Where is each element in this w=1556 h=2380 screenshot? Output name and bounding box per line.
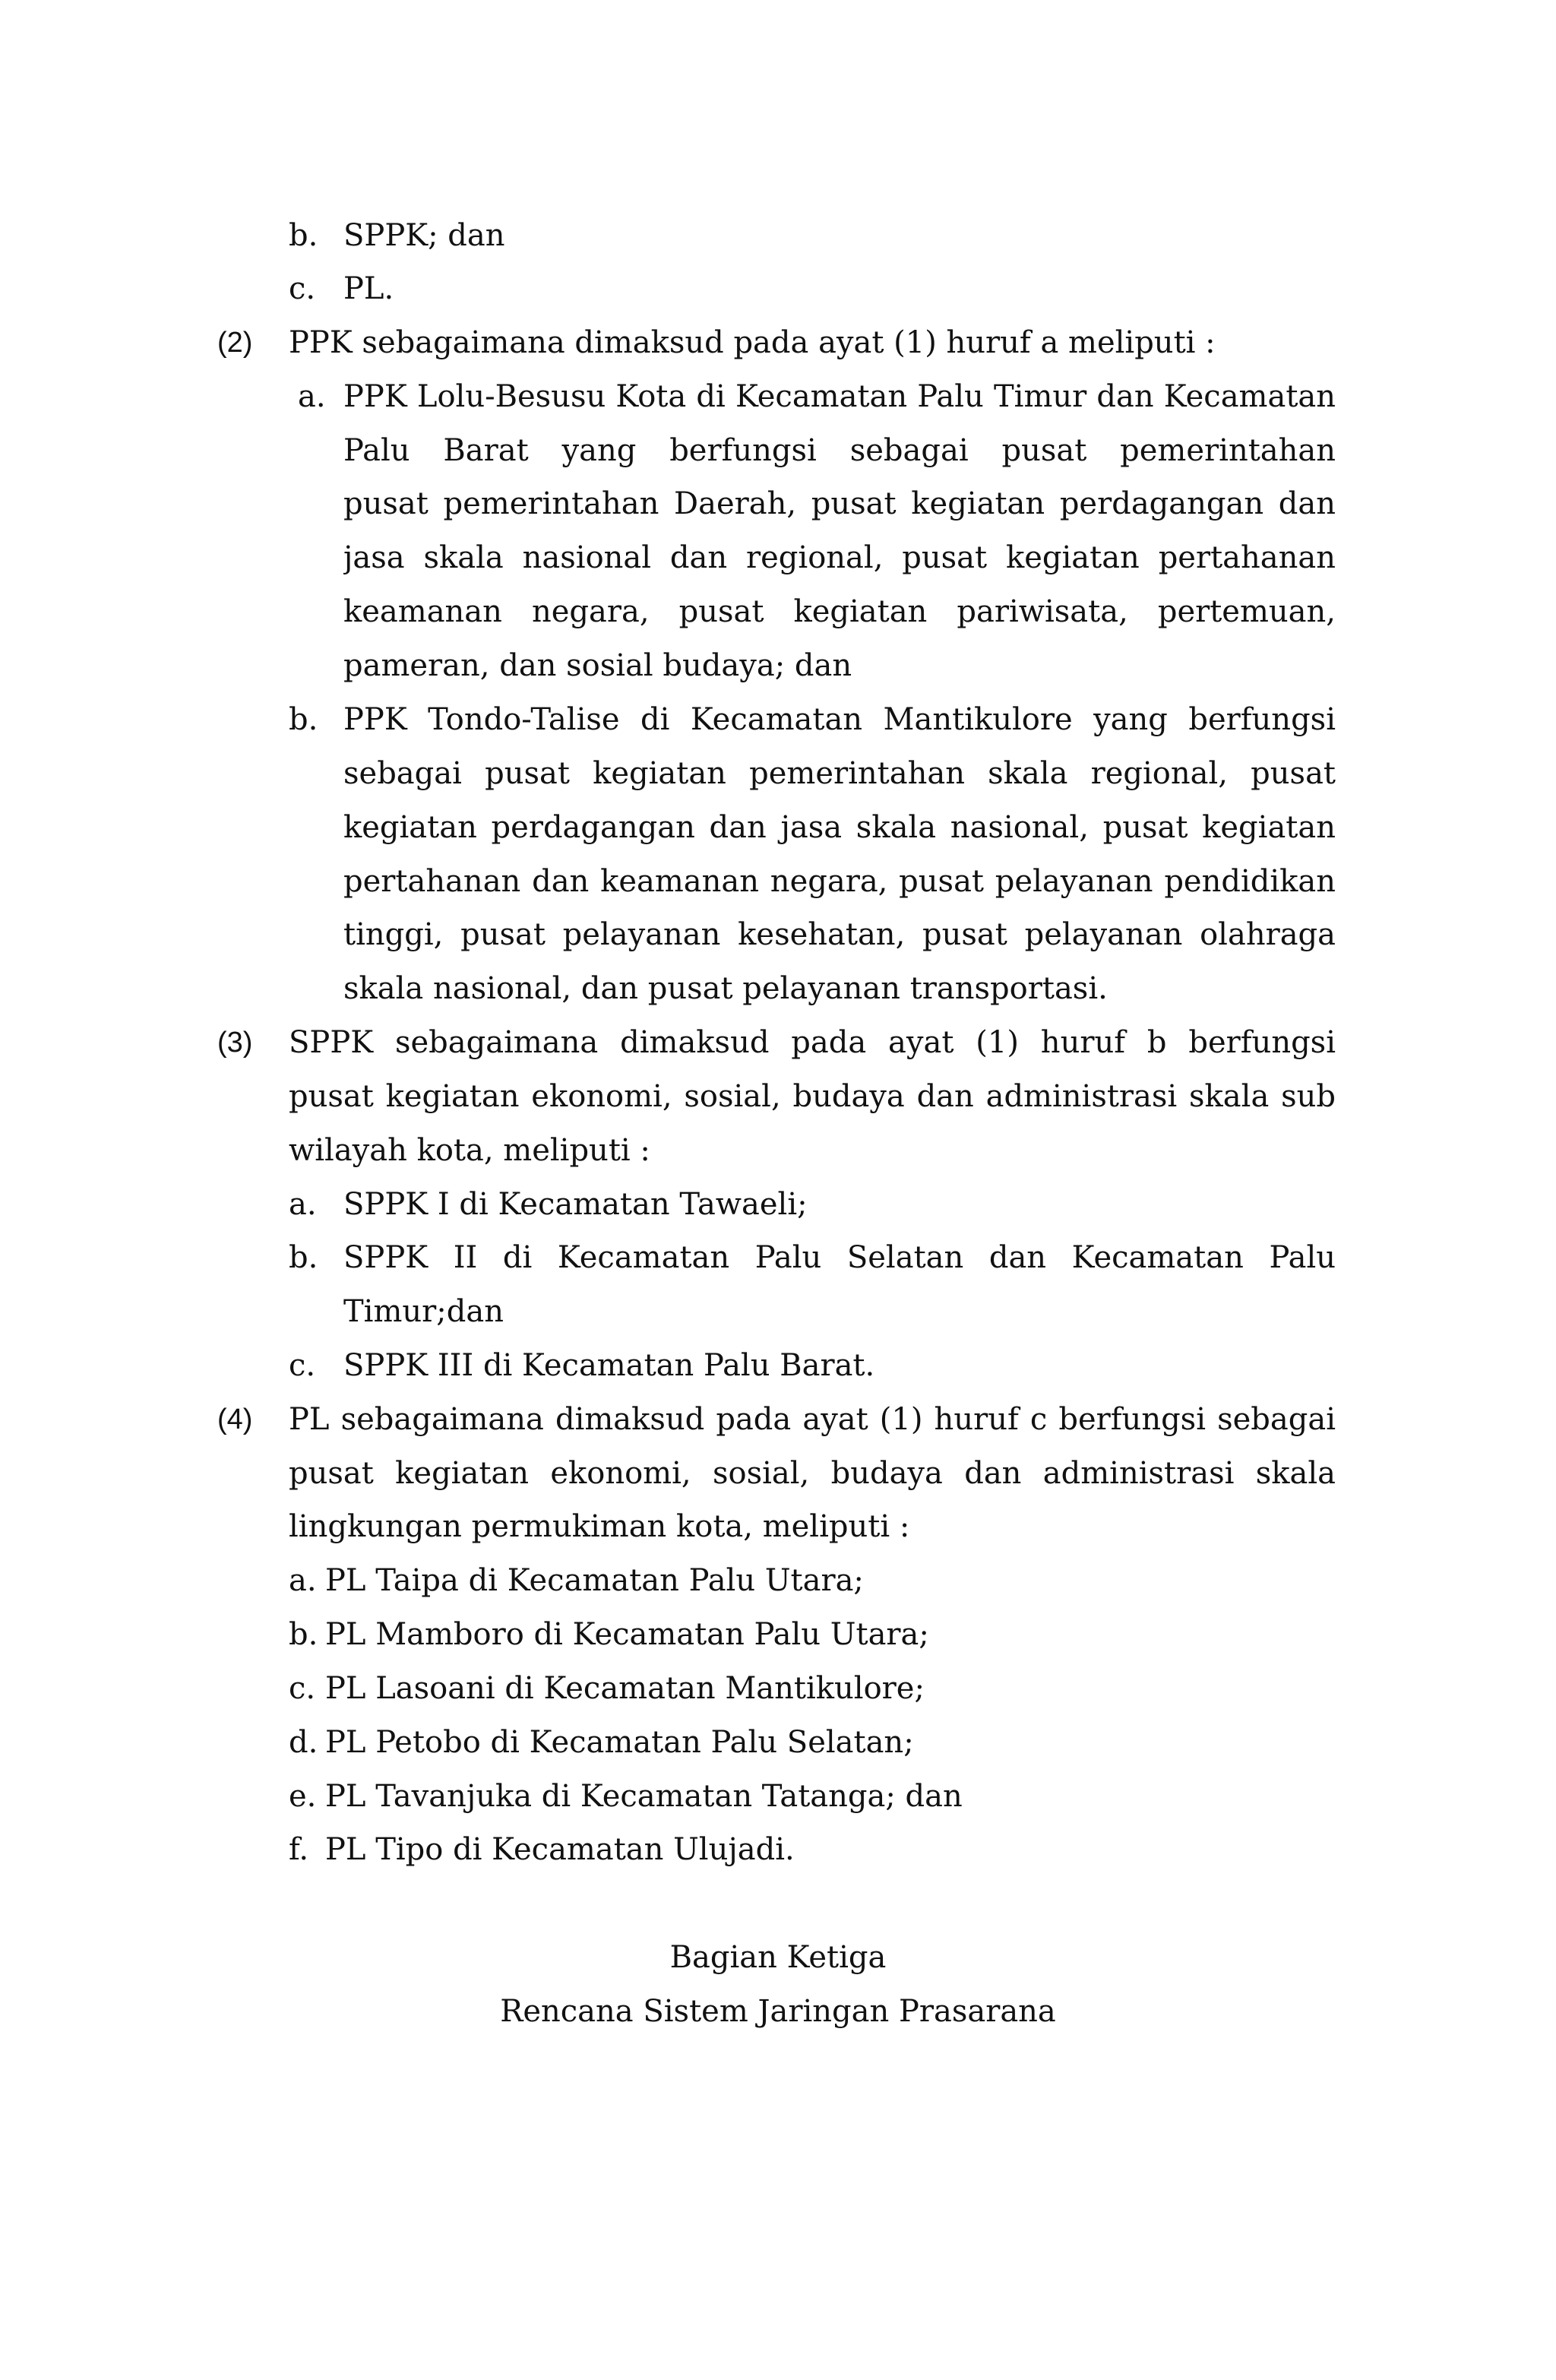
list-marker: a. — [298, 379, 326, 414]
paragraph-line: skala nasional, dan pusat pelayanan transportasi. — [343, 971, 1108, 1006]
list-item-text: SPPK III di Kecamatan Palu Barat. — [343, 1348, 875, 1383]
list-marker: a. — [289, 1187, 317, 1222]
paragraph-line: lingkungan permukiman kota, meliputi : — [289, 1509, 910, 1544]
list-marker: f. — [289, 1832, 309, 1867]
paragraph-intro: PPK sebagaimana dimaksud pada ayat (1) huruf a meliputi : — [289, 325, 1216, 360]
list-item-text: SPPK; dan — [343, 218, 505, 253]
paragraph-line: sebagai pusat kegiatan pemerintahan skala regional, pusat — [343, 756, 1336, 791]
list-marker: d. — [289, 1725, 318, 1760]
paragraph-line: wilayah kota, meliputi : — [289, 1133, 650, 1168]
list-item-text: PL Tipo di Kecamatan Ulujadi. — [325, 1832, 795, 1867]
paragraph-line: pusat kegiatan ekonomi, sosial, budaya dan administrasi skala — [289, 1456, 1336, 1491]
list-item-text: PL Petobo di Kecamatan Palu Selatan; — [325, 1725, 914, 1760]
list-marker: b. — [289, 218, 318, 253]
paragraph-line: kegiatan perdagangan dan jasa skala nasional, pusat kegiatan — [343, 810, 1336, 845]
list-item-text: PL Lasoani di Kecamatan Mantikulore; — [325, 1671, 925, 1706]
list-marker: c. — [289, 271, 316, 306]
section-title: Rencana Sistem Jaringan Prasarana — [500, 1994, 1056, 2029]
paragraph-line: PL sebagaimana dimaksud pada ayat (1) huruf c berfungsi sebagai — [289, 1402, 1336, 1437]
list-marker: c. — [289, 1348, 316, 1383]
list-marker: c. — [289, 1671, 316, 1706]
paragraph-line: Timur;dan — [343, 1294, 504, 1329]
paragraph-line: pusat kegiatan ekonomi, sosial, budaya dan administrasi skala sub — [289, 1079, 1336, 1114]
paragraph-line: keamanan negara, pusat kegiatan pariwisata, pertemuan, — [343, 594, 1336, 629]
list-marker: e. — [289, 1779, 317, 1814]
paragraph-line: pertahanan dan keamanan negara, pusat pelayanan pendidikan — [343, 864, 1336, 899]
section-heading: Bagian Ketiga — [669, 1940, 887, 1975]
paragraph-line: PPK Tondo-Talise di Kecamatan Mantikulore yang berfungsi — [343, 702, 1336, 737]
paragraph-line: SPPK II di Kecamatan Palu Selatan dan Kecamatan Palu — [343, 1240, 1336, 1275]
paragraph-number: (3) — [217, 1027, 253, 1059]
paragraph-line: Palu Barat yang berfungsi sebagai pusat pemerintahan — [343, 433, 1336, 468]
paragraph-line: tinggi, pusat pelayanan kesehatan, pusat pelayanan olahraga — [343, 917, 1336, 952]
list-item-text: PL Tavanjuka di Kecamatan Tatanga; dan — [325, 1779, 963, 1814]
paragraph-line: SPPK sebagaimana dimaksud pada ayat (1) huruf b berfungsi — [289, 1025, 1336, 1060]
list-item-text: SPPK I di Kecamatan Tawaeli; — [343, 1187, 808, 1222]
paragraph-line: pameran, dan sosial budaya; dan — [343, 648, 852, 683]
paragraph-number: (2) — [217, 327, 253, 359]
list-marker: b. — [289, 1617, 318, 1652]
paragraph-line: jasa skala nasional dan regional, pusat kegiatan pertahanan — [343, 540, 1336, 575]
list-item-text: PL Mamboro di Kecamatan Palu Utara; — [325, 1617, 929, 1652]
list-item-text: PL Taipa di Kecamatan Palu Utara; — [325, 1563, 864, 1598]
list-marker: b. — [289, 1240, 318, 1275]
list-marker: b. — [289, 702, 318, 737]
paragraph-line: pusat pemerintahan Daerah, pusat kegiatan perdagangan dan — [343, 486, 1336, 521]
paragraph-line: PPK Lolu-Besusu Kota di Kecamatan Palu Timur dan Kecamatan — [343, 379, 1336, 414]
list-item-text: PL. — [343, 271, 394, 306]
paragraph-number: (4) — [217, 1404, 253, 1435]
list-marker: a. — [289, 1563, 317, 1598]
